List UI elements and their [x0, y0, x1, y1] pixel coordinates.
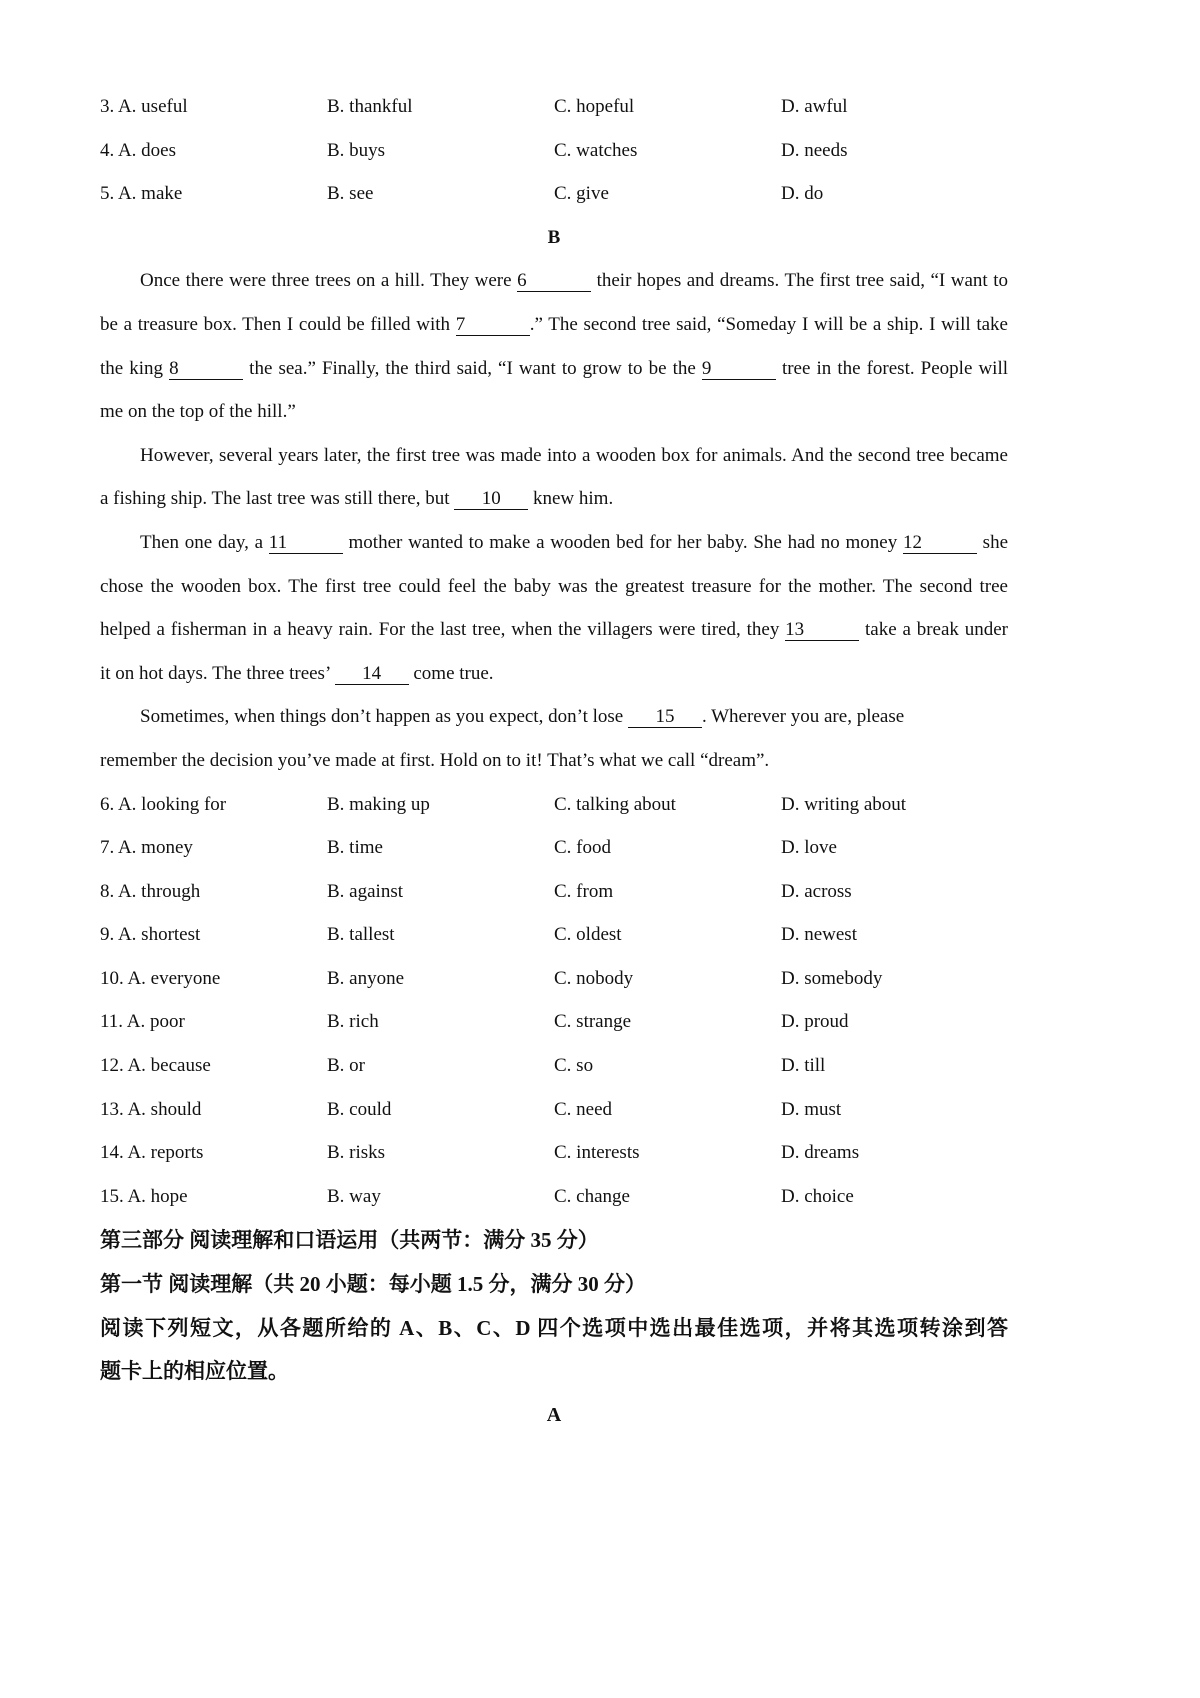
- option-d: D. must: [781, 1098, 842, 1120]
- blank-9: 9: [702, 359, 776, 380]
- option-b: B. rich: [327, 1011, 379, 1033]
- section1-heading: 第一节 阅读理解（共 20 小题：每小题 1.5 分，满分 30 分）: [100, 1272, 646, 1297]
- blank-7: 7: [456, 315, 530, 336]
- option-d: D. love: [781, 837, 837, 859]
- option-a: 5. A. make: [100, 183, 183, 205]
- passage-line: [100, 611, 1008, 655]
- option-row: [100, 1091, 1008, 1135]
- passage-line: [100, 306, 1008, 350]
- instruction-line-1: 阅读下列短文，从各题所给的 A、B、C、D 四个选项中选出最佳选项，并将其选项转涂到答: [100, 1315, 1008, 1340]
- option-c: C. interests: [554, 1142, 640, 1164]
- option-row: [100, 960, 1008, 1004]
- option-b: B. or: [327, 1055, 365, 1077]
- option-a: 14. A. reports: [100, 1142, 204, 1164]
- passage-line: [100, 393, 1008, 437]
- option-a: 10. A. everyone: [100, 967, 221, 989]
- option-b: B. way: [327, 1185, 381, 1207]
- passage-line: [100, 524, 1008, 568]
- option-b: B. tallest: [327, 924, 395, 946]
- option-row: [100, 1178, 1008, 1222]
- passage-line: [100, 437, 1008, 481]
- passage-text: the sea.” Finally, the third said, “I want to grow to be the: [243, 357, 702, 379]
- option-b: B. against: [327, 880, 403, 902]
- passage-line: [100, 262, 1008, 306]
- option-a: 12. A. because: [100, 1055, 211, 1077]
- option-d: D. do: [781, 183, 824, 205]
- option-a: 4. A. does: [100, 139, 176, 161]
- option-c: C. nobody: [554, 967, 634, 989]
- option-d: D. needs: [781, 139, 848, 161]
- passage-text: Sometimes, when things don’t happen as you expect, don’t lose: [140, 706, 628, 728]
- blank-14: 14: [335, 664, 409, 685]
- passage-text: the king: [100, 357, 170, 379]
- option-row: [100, 132, 1008, 176]
- option-d: D. awful: [781, 96, 848, 117]
- option-row: [100, 88, 1008, 132]
- passage-text: . Wherever you are, please: [701, 706, 905, 728]
- option-a: 8. A. through: [100, 880, 201, 902]
- option-c: C. talking about: [554, 793, 676, 815]
- option-d: D. proud: [781, 1011, 849, 1033]
- passage-text: Then one day, a: [140, 531, 269, 553]
- passage-text: knew him.: [528, 488, 614, 510]
- passage-text: helped a fisherman in a heavy rain. For the last tree, when the villagers were tired, they: [100, 619, 786, 641]
- option-c: C. from: [554, 880, 614, 902]
- part3-heading: 第三部分 阅读理解和口语运用（共两节：满分 35 分）: [100, 1228, 599, 1253]
- passage-line: [100, 480, 1008, 524]
- passage-line: [100, 350, 1008, 394]
- blank-6: 6: [517, 271, 591, 292]
- blank-11: 11: [269, 533, 343, 554]
- option-c: C. food: [554, 837, 611, 859]
- option-b: B. could: [327, 1098, 392, 1120]
- option-c: C. give: [554, 183, 609, 205]
- option-row: [100, 1047, 1008, 1091]
- option-a: 13. A. should: [100, 1098, 202, 1120]
- instruction-line-2: 题卡上的相应位置。: [100, 1359, 289, 1384]
- option-row: [100, 175, 1008, 219]
- cloze-passage: [100, 262, 1008, 785]
- option-c: C. hopeful: [554, 96, 635, 117]
- option-row: [100, 829, 1008, 873]
- passage-text: she: [976, 531, 1008, 553]
- option-b: B. making up: [327, 793, 430, 815]
- option-a: 3. A. useful: [100, 96, 188, 117]
- option-row: [100, 873, 1008, 917]
- passage-line: [100, 655, 1008, 699]
- option-a: 6. A. looking for: [100, 793, 227, 815]
- option-a: 9. A. shortest: [100, 924, 201, 946]
- passage-text: mother wanted to make a wooden bed for her baby. She had no money: [342, 531, 903, 553]
- option-row: [100, 786, 1008, 830]
- option-row: [100, 1003, 1008, 1047]
- option-c: C. watches: [554, 139, 638, 161]
- passage-text: tree in the forest. People will: [781, 357, 1008, 379]
- blank-13: 13: [785, 620, 859, 641]
- passage-text: .” The second tree said, “Someday I will be a ship. I will take: [529, 313, 1008, 335]
- option-c: C. need: [554, 1098, 613, 1120]
- option-c: C. so: [554, 1055, 594, 1077]
- option-a: 7. A. money: [100, 837, 193, 859]
- option-a: 11. A. poor: [100, 1011, 185, 1033]
- option-c: C. oldest: [554, 924, 622, 946]
- blank-10: 10: [454, 489, 528, 510]
- option-row: [100, 1134, 1008, 1178]
- option-a: 15. A. hope: [100, 1185, 188, 1207]
- blank-15: 15: [628, 707, 702, 728]
- options-group-top: [100, 88, 1008, 219]
- section-b-title: B: [547, 226, 561, 248]
- section-a-title: A: [546, 1403, 562, 1426]
- option-d: D. across: [781, 880, 852, 902]
- option-d: D. till: [781, 1055, 826, 1077]
- option-d: D. somebody: [781, 967, 883, 989]
- passage-text: come true.: [408, 662, 494, 684]
- option-d: D. choice: [781, 1185, 854, 1207]
- passage-text: However, several years later, the first tree was made into a wooden box for animals. And the second tree became: [140, 444, 1008, 466]
- option-row: [100, 916, 1008, 960]
- option-b: B. buys: [327, 139, 386, 161]
- passage-line: [100, 742, 1008, 786]
- option-b: B. risks: [327, 1142, 386, 1164]
- passage-text: me on the top of the hill.”: [100, 401, 296, 423]
- option-b: B. thankful: [327, 96, 413, 117]
- blank-12: 12: [903, 533, 977, 554]
- option-d: D. dreams: [781, 1142, 860, 1164]
- option-b: B. see: [327, 183, 374, 205]
- passage-text: Once there were three trees on a hill. They were: [140, 270, 518, 292]
- options-group-b: [100, 786, 1008, 1222]
- passage-line: [100, 698, 1008, 742]
- passage-line: [100, 568, 1008, 612]
- passage-text: their hopes and dreams. The first tree said, “I want to: [591, 270, 1008, 292]
- option-b: B. time: [327, 837, 383, 859]
- option-d: D. newest: [781, 924, 857, 946]
- exam-page: [100, 88, 1008, 1439]
- passage-text: a fishing ship. The last tree was still there, but: [100, 488, 455, 510]
- blank-8: 8: [169, 359, 243, 380]
- passage-text: remember the decision you’ve made at first. Hold on to it! That’s what we call “dream”.: [100, 749, 770, 771]
- option-c: C. strange: [554, 1011, 632, 1033]
- passage-text: take a break under: [859, 619, 1008, 641]
- passage-text: chose the wooden box. The first tree could feel the baby was the greatest treasure for the mother. The second tree: [100, 575, 1008, 597]
- option-d: D. writing about: [781, 793, 907, 815]
- option-b: B. anyone: [327, 967, 405, 989]
- passage-text: it on hot days. The three trees’: [100, 662, 335, 684]
- passage-text: be a treasure box. Then I could be filled with: [100, 313, 456, 335]
- option-c: C. change: [554, 1185, 630, 1207]
